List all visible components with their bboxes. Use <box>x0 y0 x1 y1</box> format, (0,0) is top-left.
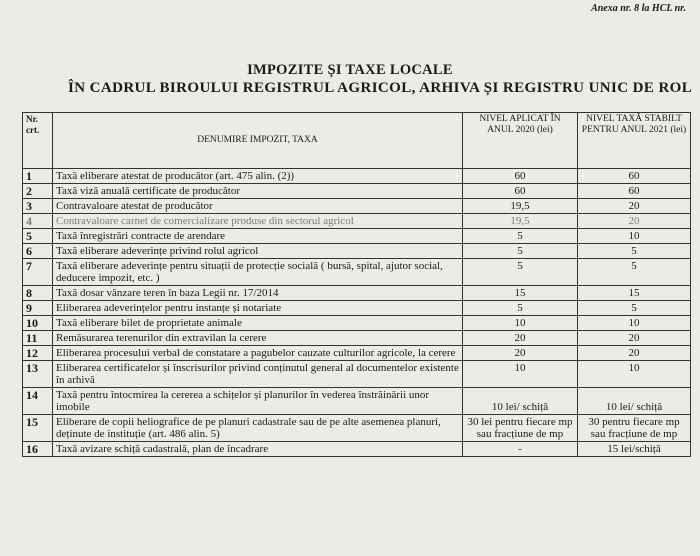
row-nr: 1 <box>23 169 53 184</box>
header-nr: Nr. crt. <box>23 113 53 169</box>
row-nr: 16 <box>23 442 53 457</box>
row-value-2020: 30 lei pentru fiecare mp sau fracțiune de mp <box>463 415 578 442</box>
row-value-2021: 5 <box>578 244 691 259</box>
row-value-2021: 5 <box>578 259 691 286</box>
row-nr: 3 <box>23 199 53 214</box>
row-nr: 5 <box>23 229 53 244</box>
row-value-2021: 10 <box>578 229 691 244</box>
table-row <box>23 301 691 316</box>
header-name: DENUMIRE IMPOZIT, TAXA <box>53 113 463 169</box>
row-value-2021: 20 <box>578 346 691 361</box>
row-value-2020: 5 <box>463 229 578 244</box>
table-row <box>23 169 691 184</box>
table-row <box>23 415 691 442</box>
row-value-2020: 5 <box>463 301 578 316</box>
row-name: Taxă viză anuală certificate de producător <box>53 184 463 199</box>
row-name: Taxă eliberare bilet de proprietate animale <box>53 316 463 331</box>
table-row <box>23 214 691 229</box>
row-value-2021: 10 <box>578 361 691 388</box>
row-nr: 13 <box>23 361 53 388</box>
row-value-2021: 20 <box>578 331 691 346</box>
row-value-2020: 19,5 <box>463 214 578 229</box>
table-row <box>23 361 691 388</box>
row-value-2021: 20 <box>578 199 691 214</box>
row-value-2020: - <box>463 442 578 457</box>
row-name: Taxă pentru întocmirea la cererea a schițelor și planurilor în vederea înstrăinării unor imobile <box>53 388 463 415</box>
row-name: Taxă înregistrări contracte de arendare <box>53 229 463 244</box>
table-row <box>23 331 691 346</box>
document-subtitle: ÎN CADRUL BIROULUI REGISTRUL AGRICOL, ARHIVA ȘI REGISTRU UNIC DE ROL <box>68 80 693 96</box>
row-value-2020: 5 <box>463 259 578 286</box>
table-row <box>23 259 691 286</box>
row-nr: 10 <box>23 316 53 331</box>
row-nr: 11 <box>23 331 53 346</box>
table-row <box>23 184 691 199</box>
row-name: Taxă dosar vânzare teren în baza Legii nr. 17/2014 <box>53 286 463 301</box>
table-header-row <box>23 113 691 169</box>
row-value-2020: 19,5 <box>463 199 578 214</box>
document-title: IMPOZITE ȘI TAXE LOCALE <box>247 62 453 78</box>
row-value-2021: 10 <box>578 316 691 331</box>
row-value-2021: 15 lei/schiță <box>578 442 691 457</box>
row-value-2021: 15 <box>578 286 691 301</box>
row-value-2021: 5 <box>578 301 691 316</box>
table-row <box>23 346 691 361</box>
table-row <box>23 199 691 214</box>
row-name: Taxă avizare schiță cadastrală, plan de încadrare <box>53 442 463 457</box>
row-value-2020: 20 <box>463 346 578 361</box>
row-nr: 15 <box>23 415 53 442</box>
row-value-2020: 10 <box>463 316 578 331</box>
row-name: Contravaloare atestat de producător <box>53 199 463 214</box>
table-row <box>23 229 691 244</box>
header-level-2020: NIVEL APLICAT ÎN ANUL 2020 (lei) <box>463 113 578 169</box>
row-name: Taxă eliberare atestat de producător (art. 475 alin. (2)) <box>53 169 463 184</box>
row-name: Eliberarea certificatelor și înscrisurilor privind conținutul general al documentelor existente în arhivă <box>53 361 463 388</box>
table-row <box>23 244 691 259</box>
row-value-2020: 5 <box>463 244 578 259</box>
row-value-2021: 60 <box>578 169 691 184</box>
table-row <box>23 286 691 301</box>
row-nr: 14 <box>23 388 53 415</box>
row-value-2020: 60 <box>463 184 578 199</box>
row-value-2020: 10 lei/ schiță <box>463 388 578 415</box>
header-level-2021: NIVEL TAXĂ STABILT PENTRU ANUL 2021 (lei) <box>578 113 691 169</box>
row-value-2020: 60 <box>463 169 578 184</box>
row-name: Taxă eliberare adeverințe pentru situații de protecție socială ( bursă, spital, ajutor social, deducere impozit, etc. ) <box>53 259 463 286</box>
row-nr: 12 <box>23 346 53 361</box>
row-value-2021: 10 lei/ schiță <box>578 388 691 415</box>
row-value-2020: 20 <box>463 331 578 346</box>
row-nr: 2 <box>23 184 53 199</box>
table-row <box>23 442 691 457</box>
row-nr: 4 <box>23 214 53 229</box>
row-value-2020: 15 <box>463 286 578 301</box>
row-nr: 7 <box>23 259 53 286</box>
row-name: Eliberarea procesului verbal de constatare a pagubelor cauzate culturilor agricole, la cerere <box>53 346 463 361</box>
row-value-2021: 60 <box>578 184 691 199</box>
tax-table <box>22 112 691 457</box>
row-name: Remăsurarea terenurilor din extravilan la cerere <box>53 331 463 346</box>
row-name: Eliberarea adeverințelor pentru instanțe și notariate <box>53 301 463 316</box>
row-value-2020: 10 <box>463 361 578 388</box>
row-value-2021: 30 pentru fiecare mp sau fracțiune de mp <box>578 415 691 442</box>
row-name: Eliberare de copii heliografice de pe planuri cadastrale sau de pe alte asemenea planuri, deținute de instituție (art. 486 alin. 5) <box>53 415 463 442</box>
row-value-2021: 20 <box>578 214 691 229</box>
table-row <box>23 316 691 331</box>
row-name: Taxă eliberare adeverințe privind rolul agricol <box>53 244 463 259</box>
row-nr: 9 <box>23 301 53 316</box>
table-row <box>23 388 691 415</box>
row-nr: 8 <box>23 286 53 301</box>
row-name: Contravaloare carnet de comercializare produse din sectorul agricol <box>53 214 463 229</box>
row-nr: 6 <box>23 244 53 259</box>
annex-label: Anexa nr. 8 la HCL nr. <box>591 3 686 14</box>
